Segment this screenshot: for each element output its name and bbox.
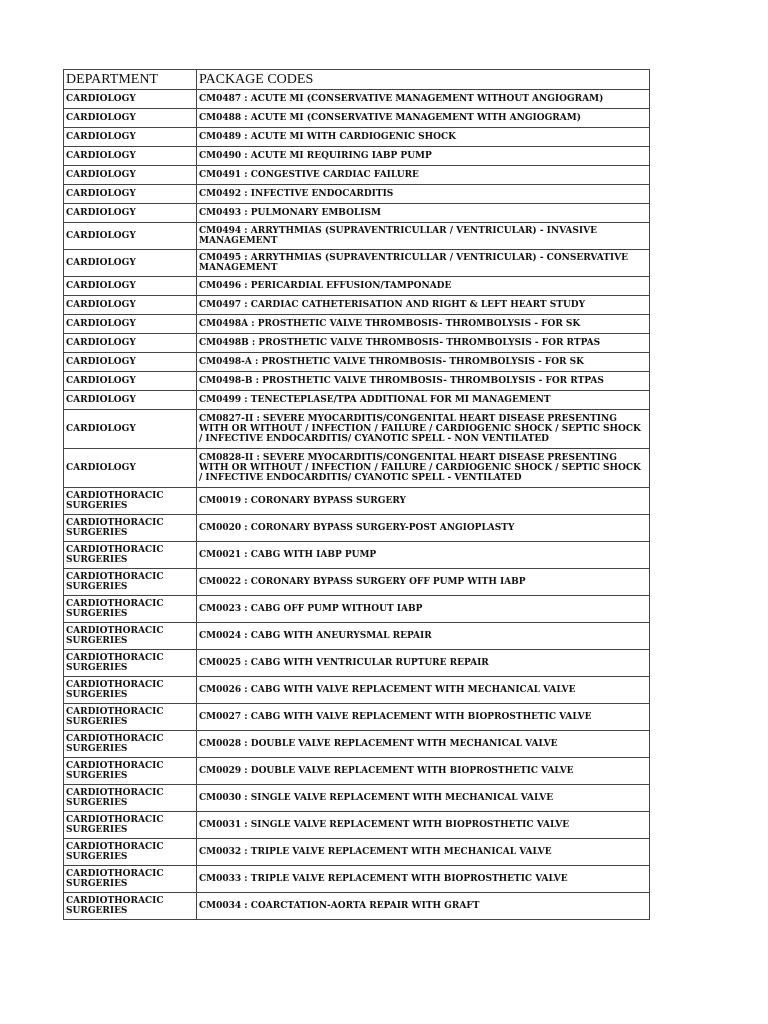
- package-code-cell: CM0023 : CABG OFF PUMP WITHOUT IABP: [197, 596, 650, 623]
- department-cell: CARDIOLOGY: [64, 296, 197, 315]
- package-code-cell: CM0032 : TRIPLE VALVE REPLACEMENT WITH MECHANICAL VALVE: [197, 839, 650, 866]
- table-row: [64, 334, 650, 353]
- table-row: [64, 90, 650, 109]
- table-row: [64, 758, 650, 785]
- table-row: [64, 223, 650, 250]
- table-row: [64, 623, 650, 650]
- table-row: [64, 185, 650, 204]
- table-row: [64, 372, 650, 391]
- package-code-cell: CM0493 : PULMONARY EMBOLISM: [197, 204, 650, 223]
- table-row: [64, 569, 650, 596]
- department-cell: CARDIOTHORACIC SURGERIES: [64, 542, 197, 569]
- package-code-cell: CM0488 : ACUTE MI (CONSERVATIVE MANAGEMENT WITH ANGIOGRAM): [197, 109, 650, 128]
- table-row: [64, 128, 650, 147]
- table-row: [64, 650, 650, 677]
- package-code-cell: CM0022 : CORONARY BYPASS SURGERY OFF PUMP WITH IABP: [197, 569, 650, 596]
- package-code-cell: CM0030 : SINGLE VALVE REPLACEMENT WITH MECHANICAL VALVE: [197, 785, 650, 812]
- table-row: [64, 515, 650, 542]
- department-cell: CARDIOTHORACIC SURGERIES: [64, 569, 197, 596]
- package-code-cell: CM0033 : TRIPLE VALVE REPLACEMENT WITH BIOPROSTHETIC VALVE: [197, 866, 650, 893]
- package-code-cell: CM0491 : CONGESTIVE CARDIAC FAILURE: [197, 166, 650, 185]
- table-body: [64, 90, 650, 920]
- table-row: [64, 296, 650, 315]
- table-row: [64, 731, 650, 758]
- table-row: [64, 410, 650, 449]
- department-cell: CARDIOTHORACIC SURGERIES: [64, 623, 197, 650]
- department-cell: CARDIOTHORACIC SURGERIES: [64, 677, 197, 704]
- package-codes-table: [63, 69, 650, 920]
- department-cell: CARDIOTHORACIC SURGERIES: [64, 596, 197, 623]
- table-row: [64, 893, 650, 920]
- package-code-cell: CM0490 : ACUTE MI REQUIRING IABP PUMP: [197, 147, 650, 166]
- department-cell: CARDIOTHORACIC SURGERIES: [64, 758, 197, 785]
- department-cell: CARDIOTHORACIC SURGERIES: [64, 785, 197, 812]
- package-code-cell: CM0025 : CABG WITH VENTRICULAR RUPTURE REPAIR: [197, 650, 650, 677]
- table-row: [64, 315, 650, 334]
- package-code-cell: CM0019 : CORONARY BYPASS SURGERY: [197, 488, 650, 515]
- table-row: [64, 704, 650, 731]
- department-cell: CARDIOLOGY: [64, 204, 197, 223]
- package-code-cell: CM0026 : CABG WITH VALVE REPLACEMENT WITH MECHANICAL VALVE: [197, 677, 650, 704]
- table-row: [64, 250, 650, 277]
- department-column-header: DEPARTMENT: [64, 70, 197, 90]
- department-cell: CARDIOTHORACIC SURGERIES: [64, 488, 197, 515]
- department-cell: CARDIOTHORACIC SURGERIES: [64, 893, 197, 920]
- department-cell: CARDIOLOGY: [64, 147, 197, 166]
- package-code-cell: CM0499 : TENECTEPLASE/TPA ADDITIONAL FOR MI MANAGEMENT: [197, 391, 650, 410]
- department-cell: CARDIOTHORACIC SURGERIES: [64, 515, 197, 542]
- department-cell: CARDIOTHORACIC SURGERIES: [64, 812, 197, 839]
- department-cell: CARDIOLOGY: [64, 353, 197, 372]
- department-cell: CARDIOLOGY: [64, 166, 197, 185]
- department-cell: CARDIOLOGY: [64, 277, 197, 296]
- package-code-cell: CM0024 : CABG WITH ANEURYSMAL REPAIR: [197, 623, 650, 650]
- table-row: [64, 147, 650, 166]
- department-cell: CARDIOLOGY: [64, 372, 197, 391]
- department-cell: CARDIOLOGY: [64, 90, 197, 109]
- table-row: [64, 204, 650, 223]
- table-row: [64, 488, 650, 515]
- package-code-cell: CM0498A : PROSTHETIC VALVE THROMBOSIS- THROMBOLYSIS - FOR SK: [197, 315, 650, 334]
- header-row: [64, 70, 650, 90]
- department-cell: CARDIOLOGY: [64, 410, 197, 449]
- package-code-cell: CM0487 : ACUTE MI (CONSERVATIVE MANAGEMENT WITHOUT ANGIOGRAM): [197, 90, 650, 109]
- table-row: [64, 277, 650, 296]
- package-code-cell: CM0498B : PROSTHETIC VALVE THROMBOSIS- THROMBOLYSIS - FOR RTPAS: [197, 334, 650, 353]
- department-cell: CARDIOLOGY: [64, 109, 197, 128]
- package-code-cell: CM0498-B : PROSTHETIC VALVE THROMBOSIS- THROMBOLYSIS - FOR RTPAS: [197, 372, 650, 391]
- package-code-cell: CM0497 : CARDIAC CATHETERISATION AND RIGHT & LEFT HEART STUDY: [197, 296, 650, 315]
- package-code-cell: CM0021 : CABG WITH IABP PUMP: [197, 542, 650, 569]
- table-row: [64, 677, 650, 704]
- department-cell: CARDIOTHORACIC SURGERIES: [64, 704, 197, 731]
- department-cell: CARDIOTHORACIC SURGERIES: [64, 650, 197, 677]
- package-code-cell: CM0028 : DOUBLE VALVE REPLACEMENT WITH MECHANICAL VALVE: [197, 731, 650, 758]
- table-row: [64, 596, 650, 623]
- package-code-cell: CM0496 : PERICARDIAL EFFUSION/TAMPONADE: [197, 277, 650, 296]
- department-cell: CARDIOLOGY: [64, 128, 197, 147]
- package-code-cell: CM0029 : DOUBLE VALVE REPLACEMENT WITH BIOPROSTHETIC VALVE: [197, 758, 650, 785]
- package-code-cell: CM0027 : CABG WITH VALVE REPLACEMENT WITH BIOPROSTHETIC VALVE: [197, 704, 650, 731]
- package-code-cell: CM0034 : COARCTATION-AORTA REPAIR WITH GRAFT: [197, 893, 650, 920]
- package-code-cell: CM0494 : ARRYTHMIAS (SUPRAVENTRICULLAR / VENTRICULAR) - INVASIVE MANAGEMENT: [197, 223, 650, 250]
- table-row: [64, 109, 650, 128]
- table-row: [64, 866, 650, 893]
- department-cell: CARDIOLOGY: [64, 223, 197, 250]
- department-cell: CARDIOLOGY: [64, 334, 197, 353]
- department-cell: CARDIOLOGY: [64, 250, 197, 277]
- department-cell: CARDIOTHORACIC SURGERIES: [64, 866, 197, 893]
- department-cell: CARDIOTHORACIC SURGERIES: [64, 731, 197, 758]
- table-row: [64, 785, 650, 812]
- department-cell: CARDIOLOGY: [64, 185, 197, 204]
- package-code-cell: CM0031 : SINGLE VALVE REPLACEMENT WITH BIOPROSTHETIC VALVE: [197, 812, 650, 839]
- table-row: [64, 449, 650, 488]
- package-code-cell: CM0827-II : SEVERE MYOCARDITIS/CONGENITAL HEART DISEASE PRESENTING WITH OR WITHOUT / INFECTION / FAILURE / CARDIOGENIC SHOCK / SEPTIC SHOCK / INFECTIVE ENDOCARDITIS/ CYANOTIC SPELL - NON VENTILATED: [197, 410, 650, 449]
- table-row: [64, 166, 650, 185]
- package-code-cell: CM0498-A : PROSTHETIC VALVE THROMBOSIS- THROMBOLYSIS - FOR SK: [197, 353, 650, 372]
- table-row: [64, 812, 650, 839]
- package-code-cell: CM0020 : CORONARY BYPASS SURGERY-POST ANGIOPLASTY: [197, 515, 650, 542]
- table-row: [64, 391, 650, 410]
- package-code-cell: CM0492 : INFECTIVE ENDOCARDITIS: [197, 185, 650, 204]
- department-cell: CARDIOTHORACIC SURGERIES: [64, 839, 197, 866]
- table-row: [64, 542, 650, 569]
- table-row: [64, 353, 650, 372]
- package-code-cell: CM0495 : ARRYTHMIAS (SUPRAVENTRICULLAR / VENTRICULAR) - CONSERVATIVE MANAGEMENT: [197, 250, 650, 277]
- package-code-cell: CM0489 : ACUTE MI WITH CARDIOGENIC SHOCK: [197, 128, 650, 147]
- department-cell: CARDIOLOGY: [64, 391, 197, 410]
- department-cell: CARDIOLOGY: [64, 449, 197, 488]
- department-cell: CARDIOLOGY: [64, 315, 197, 334]
- package-codes-column-header: PACKAGE CODES: [197, 70, 650, 90]
- package-code-cell: CM0828-II : SEVERE MYOCARDITIS/CONGENITAL HEART DISEASE PRESENTING WITH OR WITHOUT / INFECTION / FAILURE / CARDIOGENIC SHOCK / SEPTIC SHOCK / INFECTIVE ENDOCARDITIS/ CYANOTIC SPELL - VENTILATED: [197, 449, 650, 488]
- table-row: [64, 839, 650, 866]
